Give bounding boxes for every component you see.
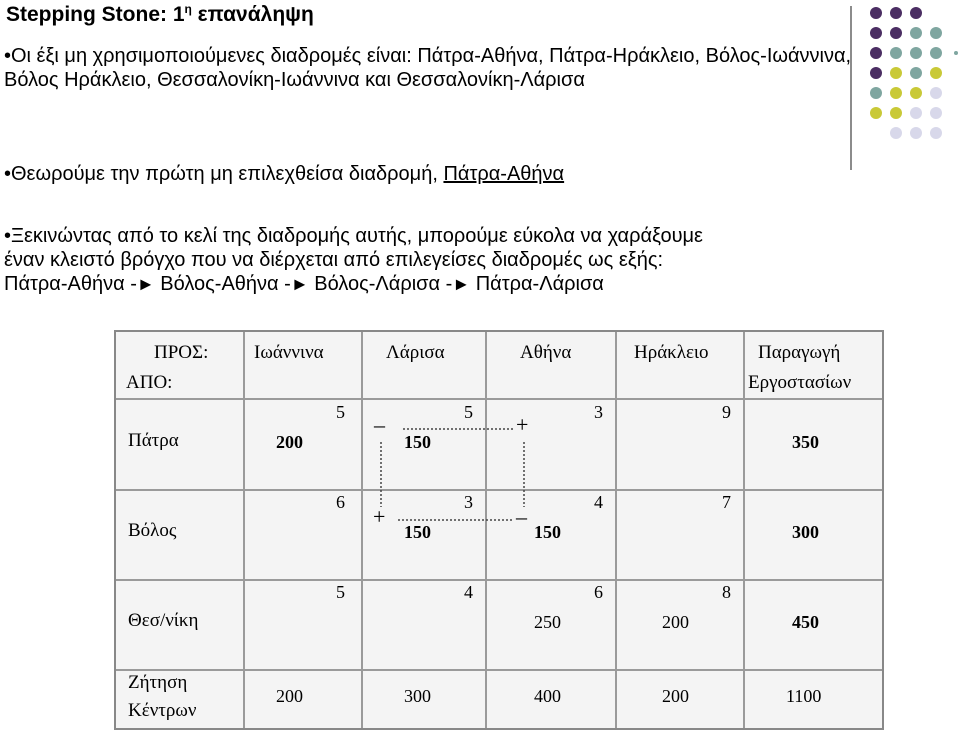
demand-label-2: Κέντρων	[128, 700, 197, 721]
cost-cell: 7	[722, 492, 731, 512]
demand-label: Ζήτηση	[128, 672, 188, 693]
loop-sign-minus: –	[516, 504, 527, 529]
bullet-first-route: •Θεωρούμε την πρώτη μη επιλεχθείσα διαδρομή, Πάτρα-Αθήνα	[4, 163, 565, 185]
supply-cell: 300	[792, 522, 819, 542]
alloc-cell: 150	[404, 432, 431, 452]
loop-sign-plus: +	[516, 412, 529, 437]
slide-title: Stepping Stone: $1^\eta$ επανάληψη	[6, 2, 314, 26]
supply-header: Παραγωγή	[758, 342, 841, 363]
col-header-ioannina: Ιωάννινα	[254, 342, 324, 363]
loop-sign-plus: +	[373, 504, 386, 529]
cost-cell: 6	[336, 492, 345, 512]
supply-cell: 450	[792, 612, 819, 632]
alloc-cell: 200	[276, 432, 303, 452]
col-header-athina: Αθήνα	[520, 342, 572, 363]
arrow-right-icon: ►	[290, 274, 309, 294]
demand-cell: 200	[276, 686, 303, 706]
cost-cell: 9	[722, 402, 731, 422]
col-header-larisa: Λάρισα	[386, 342, 445, 363]
loop-path: Πάτρα-Αθήνα -► Βόλος-Αθήνα -► Βόλος-Λάρισα -► Πάτρα-Λάρισα	[4, 273, 604, 295]
cost-cell: 5	[464, 402, 473, 422]
row-label-patra: Πάτρα	[128, 430, 179, 451]
total-cell: 1100	[786, 686, 822, 706]
cost-cell: 5	[336, 582, 345, 602]
demand-cell: 400	[534, 686, 561, 706]
bullet-unused-routes: •Οι έξι μη χρησιμοποιούμενες διαδρομές είναι: Πάτρα-Αθήνα, Πάτρα-Ηράκλειο, Βόλος-Ιωάννινα, Βόλος Ηράκλειο, Θεσσαλονίκη-Ιωάννινα και Θεσσαλονίκη-Λάρισα	[4, 45, 852, 91]
cost-cell: 3	[594, 402, 603, 422]
bullet-loop: •Ξεκινώντας από το κελί της διαδρομής αυτής, μπορούμε εύκολα να χαράξουμε έναν κλειστό βρόγχο που να διέρχεται από επιλεγείσες διαδρομές ως εξής: Πάτρα-Αθήνα -► Βόλος-Αθήνα -► Βόλος-Λάρισα -► Πάτρα-Λάρισα	[4, 225, 703, 295]
demand-cell: 300	[404, 686, 431, 706]
transportation-table	[114, 330, 884, 730]
alloc-cell: 200	[662, 612, 689, 632]
corner-to-label: ΠΡΟΣ:	[154, 342, 209, 363]
corner-from-label: ΑΠΟ:	[126, 372, 173, 393]
alloc-cell: 150	[534, 522, 561, 542]
arrow-right-icon: ►	[136, 274, 155, 294]
cost-cell: 6	[594, 582, 603, 602]
alloc-cell: 150	[404, 522, 431, 542]
alloc-cell: 250	[534, 612, 561, 632]
route-link: Πάτρα-Αθήνα	[443, 163, 565, 185]
demand-cell: 200	[662, 686, 689, 706]
loop-sign-minus: –	[374, 412, 385, 437]
cost-cell: 4	[594, 492, 603, 512]
row-label-volos: Βόλος	[128, 520, 177, 541]
col-header-iraklio: Ηράκλειο	[634, 342, 709, 363]
supply-header-2: Εργοστασίων	[748, 372, 852, 393]
cost-cell: 8	[722, 582, 731, 602]
arrow-right-icon: ►	[452, 274, 471, 294]
row-label-thessaloniki: Θεσ/νίκη	[128, 610, 199, 631]
decorative-dots	[868, 6, 958, 151]
supply-cell: 350	[792, 432, 819, 452]
cost-cell: 4	[464, 582, 473, 602]
cost-cell: 5	[336, 402, 345, 422]
cost-cell: 3	[464, 492, 473, 512]
